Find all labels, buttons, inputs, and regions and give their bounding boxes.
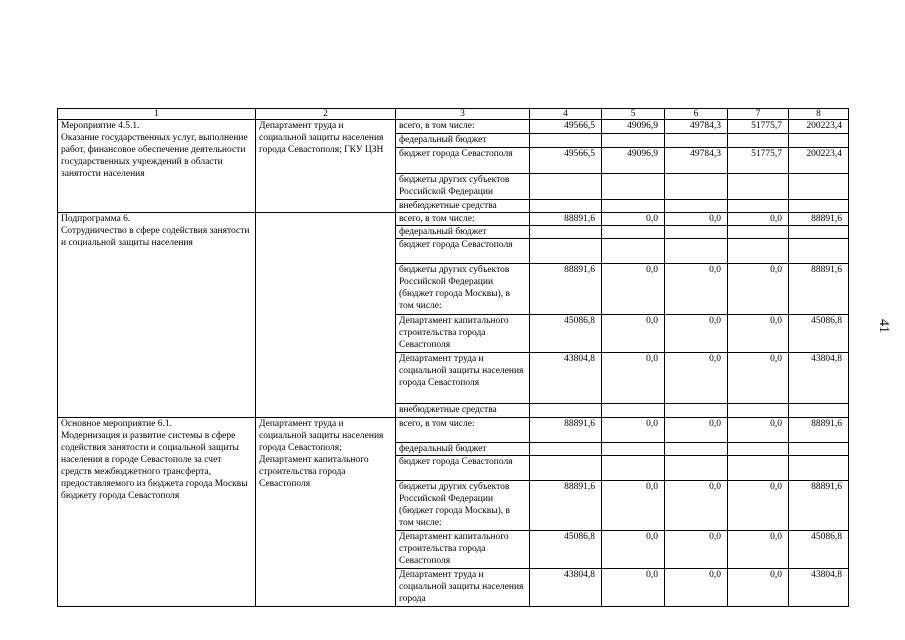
funding-source-cell: всего, в том числе: — [396, 418, 530, 443]
amount-cell: 0,0 — [602, 213, 665, 226]
header-cell: 8 — [789, 109, 849, 120]
amount-cell: 0,0 — [665, 569, 728, 607]
amount-cell: 45086,8 — [530, 531, 602, 569]
amount-cell — [789, 134, 849, 148]
table-row — [58, 120, 849, 134]
amount-cell: 0,0 — [602, 264, 665, 315]
activity-name-cell: Основное мероприятие 6.1. Модернизация и развитие системы в сфере содействия занятости и социальной защиты населения в городе Севастополе за счет средств межбюджетного трансферта, предоставляемого из бюджета города Москвы бюджету города Севастополя — [58, 418, 256, 607]
amount-cell: 88891,6 — [789, 418, 849, 443]
amount-cell: 200223,4 — [789, 148, 849, 174]
amount-cell: 0,0 — [665, 315, 728, 353]
activity-name-cell: Мероприятие 4.5.1. Оказание государственных услуг, выполнение работ, финансовое обеспечение деятельности государственных учреждений в области занятости населения — [58, 120, 256, 213]
amount-cell — [789, 404, 849, 418]
funding-source-cell: бюджет города Севастополя — [396, 239, 530, 264]
amount-cell — [602, 134, 665, 148]
amount-cell: 43804,8 — [530, 569, 602, 607]
funding-source-cell: федеральный бюджет — [396, 226, 530, 239]
amount-cell: 0,0 — [665, 213, 728, 226]
amount-cell: 0,0 — [728, 531, 789, 569]
amount-cell: 49566,5 — [530, 148, 602, 174]
amount-cell — [728, 443, 789, 456]
funding-source-cell: бюджеты других субъектов Российской Федерации (бюджет города Москвы), в том числе: — [396, 264, 530, 315]
funding-source-cell: Департамент капитального строительства города Севастополя — [396, 531, 530, 569]
amount-cell: 0,0 — [602, 418, 665, 443]
amount-cell: 0,0 — [728, 569, 789, 607]
amount-cell: 49096,9 — [602, 120, 665, 134]
amount-cell: 51775,7 — [728, 120, 789, 134]
amount-cell — [602, 226, 665, 239]
amount-cell: 88891,6 — [789, 213, 849, 226]
funding-source-cell: всего, в том числе: — [396, 213, 530, 226]
amount-cell: 43804,8 — [789, 569, 849, 607]
header-cell: 2 — [256, 109, 396, 120]
amount-cell: 0,0 — [602, 353, 665, 404]
amount-cell: 0,0 — [665, 418, 728, 443]
amount-cell: 0,0 — [728, 264, 789, 315]
header-cell: 7 — [728, 109, 789, 120]
amount-cell: 0,0 — [728, 418, 789, 443]
header-row — [58, 109, 849, 120]
amount-cell: 0,0 — [665, 481, 728, 531]
executor-cell: Департамент труда и социальной защиты населения города Севастополя; Департамент капитального строительства города Севастополя — [256, 418, 396, 607]
amount-cell — [665, 456, 728, 481]
amount-cell — [789, 226, 849, 239]
header-cell: 5 — [602, 109, 665, 120]
amount-cell — [530, 174, 602, 200]
amount-cell: 49566,5 — [530, 120, 602, 134]
amount-cell: 45086,8 — [789, 315, 849, 353]
amount-cell — [789, 174, 849, 200]
funding-source-cell: федеральный бюджет — [396, 443, 530, 456]
page-number: 41 — [876, 319, 891, 333]
document-page — [57, 108, 848, 607]
amount-cell — [789, 200, 849, 213]
amount-cell — [665, 226, 728, 239]
amount-cell: 88891,6 — [530, 418, 602, 443]
amount-cell — [530, 404, 602, 418]
amount-cell: 88891,6 — [789, 481, 849, 531]
amount-cell: 49784,3 — [665, 148, 728, 174]
amount-cell — [602, 443, 665, 456]
executor-cell — [256, 213, 396, 418]
amount-cell — [728, 239, 789, 264]
amount-cell — [728, 404, 789, 418]
amount-cell — [530, 226, 602, 239]
amount-cell: 0,0 — [665, 531, 728, 569]
amount-cell — [530, 443, 602, 456]
amount-cell — [530, 200, 602, 213]
amount-cell: 43804,8 — [789, 353, 849, 404]
funding-source-cell: бюджет города Севастополя — [396, 456, 530, 481]
amount-cell: 88891,6 — [789, 264, 849, 315]
amount-cell: 45086,8 — [789, 531, 849, 569]
amount-cell — [789, 239, 849, 264]
table-row — [58, 213, 849, 226]
amount-cell — [728, 200, 789, 213]
amount-cell — [789, 456, 849, 481]
amount-cell: 51775,7 — [728, 148, 789, 174]
amount-cell: 88891,6 — [530, 213, 602, 226]
amount-cell — [530, 456, 602, 481]
header-cell: 4 — [530, 109, 602, 120]
amount-cell: 88891,6 — [530, 481, 602, 531]
amount-cell — [728, 134, 789, 148]
amount-cell — [728, 226, 789, 239]
amount-cell: 200223,4 — [789, 120, 849, 134]
funding-source-cell: бюджет города Севастополя — [396, 148, 530, 174]
amount-cell: 0,0 — [602, 481, 665, 531]
header-cell: 6 — [665, 109, 728, 120]
financing-table — [57, 108, 849, 607]
amount-cell: 0,0 — [665, 353, 728, 404]
amount-cell: 49784,3 — [665, 120, 728, 134]
amount-cell — [789, 443, 849, 456]
amount-cell: 0,0 — [602, 569, 665, 607]
amount-cell — [602, 456, 665, 481]
funding-source-cell: Департамент труда и социальной защиты населения города Севастополя — [396, 353, 530, 404]
amount-cell: 0,0 — [728, 481, 789, 531]
amount-cell — [728, 174, 789, 200]
amount-cell: 0,0 — [728, 353, 789, 404]
funding-source-cell: бюджеты других субъектов Российской Федерации — [396, 174, 530, 200]
amount-cell: 88891,6 — [530, 264, 602, 315]
funding-source-cell: бюджеты других субъектов Российской Федерации (бюджет города Москвы), в том числе: — [396, 481, 530, 531]
funding-source-cell: внебюджетные средства — [396, 404, 530, 418]
table-row — [58, 418, 849, 443]
amount-cell — [665, 200, 728, 213]
amount-cell — [728, 456, 789, 481]
funding-source-cell: Департамент капитального строительства города Севастополя — [396, 315, 530, 353]
amount-cell: 0,0 — [728, 315, 789, 353]
amount-cell: 0,0 — [602, 531, 665, 569]
amount-cell — [665, 404, 728, 418]
funding-source-cell: Департамент труда и социальной защиты населения города — [396, 569, 530, 607]
funding-source-cell: всего, в том числе: — [396, 120, 530, 134]
amount-cell — [530, 239, 602, 264]
amount-cell — [665, 239, 728, 264]
activity-name-cell: Подпрограмма 6. Сотрудничество в сфере содействия занятости и социальной защиты населения — [58, 213, 256, 418]
amount-cell: 43804,8 — [530, 353, 602, 404]
amount-cell — [602, 239, 665, 264]
header-cell: 3 — [396, 109, 530, 120]
amount-cell — [602, 404, 665, 418]
amount-cell: 49096,9 — [602, 148, 665, 174]
funding-source-cell: федеральный бюджет — [396, 134, 530, 148]
funding-source-cell: внебюджетные средства — [396, 200, 530, 213]
amount-cell — [665, 443, 728, 456]
amount-cell — [665, 174, 728, 200]
amount-cell: 0,0 — [665, 264, 728, 315]
amount-cell: 0,0 — [728, 213, 789, 226]
executor-cell: Департамент труда и социальной защиты населения города Севастополя; ГКУ ЦЗН — [256, 120, 396, 213]
header-cell: 1 — [58, 109, 256, 120]
amount-cell: 45086,8 — [530, 315, 602, 353]
amount-cell — [602, 200, 665, 213]
amount-cell — [530, 134, 602, 148]
amount-cell — [665, 134, 728, 148]
amount-cell: 0,0 — [602, 315, 665, 353]
amount-cell — [602, 174, 665, 200]
